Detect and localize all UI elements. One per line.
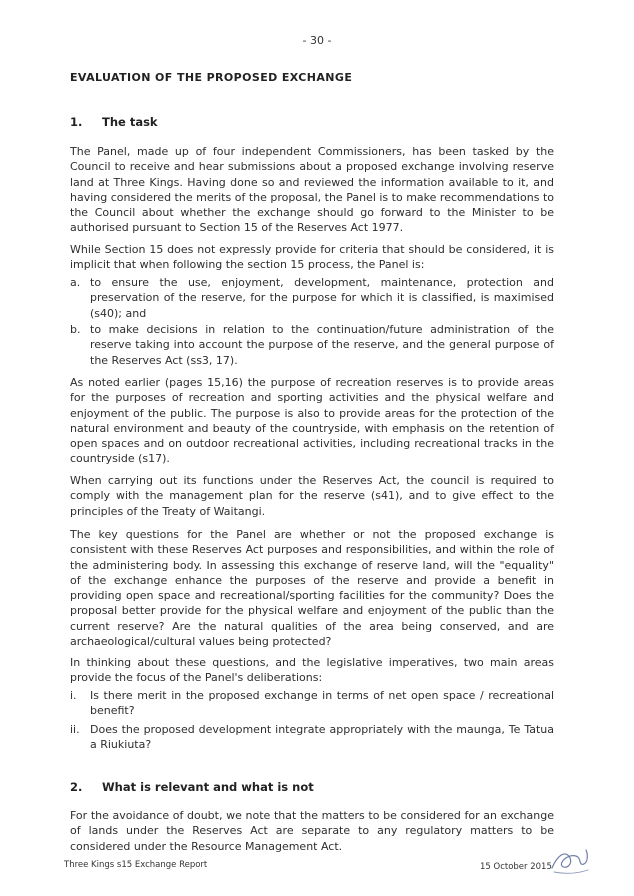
criteria-item-b <box>70 322 554 368</box>
section-1-heading <box>70 115 158 129</box>
criteria-item-a-text: to ensure the use, enjoyment, development, maintenance, protection and preservation of the reserve, for the purpose for which it is classified, is maximised (s40); and <box>90 276 554 320</box>
criteria-item-b-marker: b. <box>70 323 81 336</box>
question-item-ii-marker: ii. <box>70 723 80 736</box>
section-2-title: What is relevant and what is not <box>102 780 314 794</box>
page-title: EVALUATION OF THE PROPOSED EXCHANGE <box>70 71 353 84</box>
section-1-paragraph-6: In thinking about these questions, and the legislative imperatives, two main areas provide the focus of the Panel's deliberations: <box>70 656 554 685</box>
criteria-item-a <box>70 275 554 321</box>
question-item-i-text: Is there merit in the proposed exchange in terms of net open space / recreational benefit? <box>90 689 554 718</box>
criteria-item-a-marker: a. <box>70 276 81 289</box>
criteria-item-b-text: to make decisions in relation to the continuation/future administration of the reserve taking into account the purpose of the reserve, and the general purpose of the Reserves Act (ss3, 17). <box>90 323 554 367</box>
section-1-title: The task <box>102 115 158 129</box>
footer-date: 15 October 2015 <box>480 862 552 872</box>
footer-report-name: Three Kings s15 Exchange Report <box>64 860 208 870</box>
question-item-i <box>70 688 554 719</box>
page-number: - 30 - <box>302 34 332 47</box>
section-1-paragraph-1: The Panel, made up of four independent Commissioners, has been tasked by the Council to receive and hear submissions about a proposed exchange involving reserve land at Three Kings. Having done so and reviewed the information available to it, and having considered the merits of the proposal, the Panel is to make recommendations to the Council about whether the exchange should go forward to the Minister to be authorised pursuant to Section 15 of the Reserves Act 1977. <box>70 145 554 235</box>
question-item-i-marker: i. <box>70 689 77 702</box>
section-2-number: 2. <box>70 780 83 794</box>
section-1-paragraph-4: When carrying out its functions under the Reserves Act, the council is required to comply with the management plan for the reserve (s41), and to give effect to the principles of the Treaty of Waitangi. <box>70 474 554 518</box>
section-1-number: 1. <box>70 115 83 129</box>
section-2-heading <box>70 780 314 794</box>
question-item-ii-text: Does the proposed development integrate appropriately with the maunga, Te Tatua a Riukiuta? <box>90 723 554 752</box>
section-1-paragraph-5: The key questions for the Panel are whether or not the proposed exchange is consistent with these Reserves Act purposes and responsibilities, and within the role of the administering body. In assessing this exchange of reserve land, will the "equality" of the exchange enhance the purposes of the reserve and provide a benefit in providing open space and recreational/sporting facilities for the community? Does the proposal better provide for the physical welfare and enjoyment of the public than the current reserve? Are the natural qualities of the area being conserved, and are archaeological/cultural values being protected? <box>70 528 554 649</box>
section-2-paragraph-1: For the avoidance of doubt, we note that the matters to be considered for an exchange of lands under the Reserves Act are separate to any regulatory matters to be considered under the Resource Management Act. <box>70 809 554 853</box>
section-1-paragraph-3: As noted earlier (pages 15,16) the purpose of recreation reserves is to provide areas for the purposes of recreation and sporting activities and the physical welfare and enjoyment of the public. The purpose is also to provide areas for the protection of the natural environment and beauty of the countryside, with emphasis on the retention of open spaces and on outdoor recreational activities, including recreational tracks in the countryside (s17). <box>70 376 554 466</box>
signature-icon <box>548 844 592 878</box>
section-1-paragraph-2: While Section 15 does not expressly provide for criteria that should be considered, it is implicit that when following the section 15 process, the Panel is: <box>70 243 554 272</box>
question-item-ii <box>70 722 554 753</box>
